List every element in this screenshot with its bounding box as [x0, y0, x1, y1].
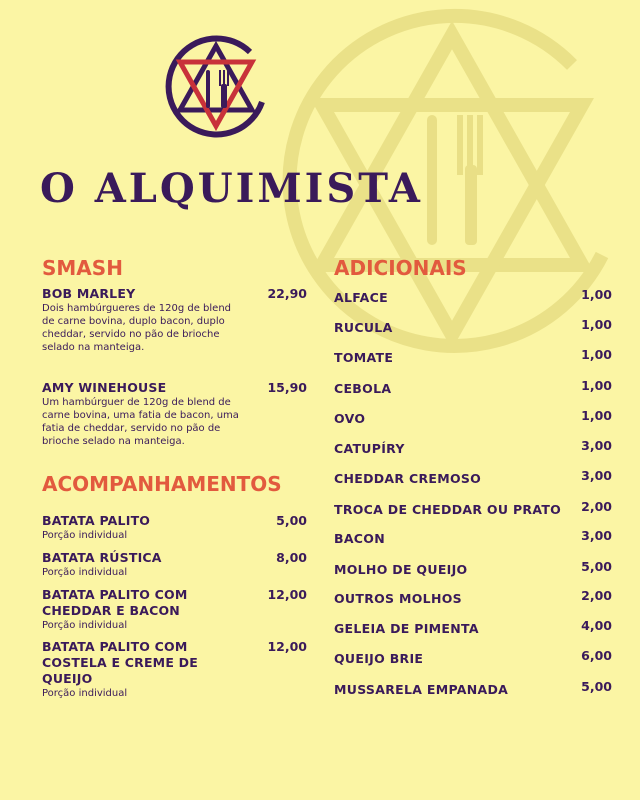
addon-name: BACON — [334, 531, 385, 546]
addon-name: ALFACE — [334, 290, 388, 305]
menu-item — [42, 550, 307, 579]
addon-name: MOLHO DE QUEIJO — [334, 562, 468, 577]
addon-price: 3,00 — [581, 528, 612, 543]
item-name: BATATA RÚSTICA — [42, 550, 162, 565]
addon-price: 1,00 — [581, 408, 612, 423]
section-title-smash: SMASH — [42, 256, 123, 280]
section-title-acompanhamentos: ACOMPANHAMENTOS — [42, 472, 282, 496]
addon-name: OVO — [334, 411, 366, 426]
addon-row — [334, 317, 612, 336]
addon-price: 3,00 — [581, 438, 612, 453]
addon-row — [334, 588, 612, 607]
addon-name: TOMATE — [334, 350, 394, 365]
addon-name: MUSSARELA EMPANADA — [334, 682, 509, 697]
addon-price: 5,00 — [581, 679, 612, 694]
addon-row — [334, 438, 612, 457]
addon-price: 1,00 — [581, 317, 612, 332]
item-name: AMY WINEHOUSE — [42, 380, 167, 395]
item-name: BATATA PALITO COM CHEDDAR E BACON — [42, 587, 188, 618]
addon-price: 1,00 — [581, 378, 612, 393]
brand-name: O ALQUIMISTA — [40, 165, 423, 212]
menu-item — [42, 639, 307, 700]
addon-row — [334, 679, 612, 698]
addon-row — [334, 378, 612, 397]
addon-name: CEBOLA — [334, 381, 392, 396]
menu-item — [42, 380, 307, 448]
restaurant-logo — [162, 32, 270, 140]
addon-name: CATUPÍRY — [334, 441, 405, 456]
addon-row — [334, 408, 612, 427]
addon-row — [334, 559, 612, 578]
addon-name: CHEDDAR CREMOSO — [334, 471, 482, 486]
addon-name: RUCULA — [334, 320, 393, 335]
item-description: Dois hambúrgueres de 120g de blend de carne bovina, duplo bacon, duplo cheddar, servido no pão de brioche selado na manteiga. — [42, 303, 232, 353]
addon-name: QUEIJO BRIE — [334, 651, 424, 666]
item-name: BATATA PALITO — [42, 513, 151, 528]
addon-price: 5,00 — [581, 559, 612, 574]
addon-row — [334, 528, 612, 547]
item-price: 12,00 — [267, 587, 307, 602]
addon-row — [334, 648, 612, 667]
item-price: 15,90 — [267, 380, 307, 395]
addon-price: 3,00 — [581, 468, 612, 483]
addon-name: OUTROS MOLHOS — [334, 591, 462, 606]
addon-row — [334, 287, 612, 306]
item-description: Porção individual — [42, 567, 128, 578]
item-name: BATATA PALITO COM COSTELA E CREME DE QUEIJO — [42, 639, 198, 686]
addon-row — [334, 618, 612, 637]
addon-price: 2,00 — [581, 499, 612, 514]
menu-item — [42, 587, 307, 632]
addon-price: 2,00 — [581, 588, 612, 603]
item-name: BOB MARLEY — [42, 286, 136, 301]
addon-row — [334, 468, 612, 487]
item-description: Porção individual — [42, 530, 128, 541]
addon-name: GELEIA DE PIMENTA — [334, 621, 479, 636]
item-price: 5,00 — [276, 513, 307, 528]
item-description: Porção individual — [42, 620, 128, 631]
section-title-adicionais: ADICIONAIS — [334, 256, 467, 280]
item-price: 22,90 — [267, 286, 307, 301]
item-description: Porção individual — [42, 688, 128, 699]
addon-row — [334, 499, 612, 518]
menu-item — [42, 513, 307, 542]
addon-price: 1,00 — [581, 347, 612, 362]
addon-row — [334, 347, 612, 366]
addon-name: TROCA DE CHEDDAR OU PRATO — [334, 502, 562, 517]
addon-price: 4,00 — [581, 618, 612, 633]
addon-price: 6,00 — [581, 648, 612, 663]
item-description: Um hambúrguer de 120g de blend de carne bovina, uma fatia de bacon, uma fatia de cheddar, servido no pão de brioche selado na manteiga. — [42, 397, 239, 447]
addon-price: 1,00 — [581, 287, 612, 302]
item-price: 8,00 — [276, 550, 307, 565]
item-price: 12,00 — [267, 639, 307, 654]
menu-item — [42, 286, 307, 354]
